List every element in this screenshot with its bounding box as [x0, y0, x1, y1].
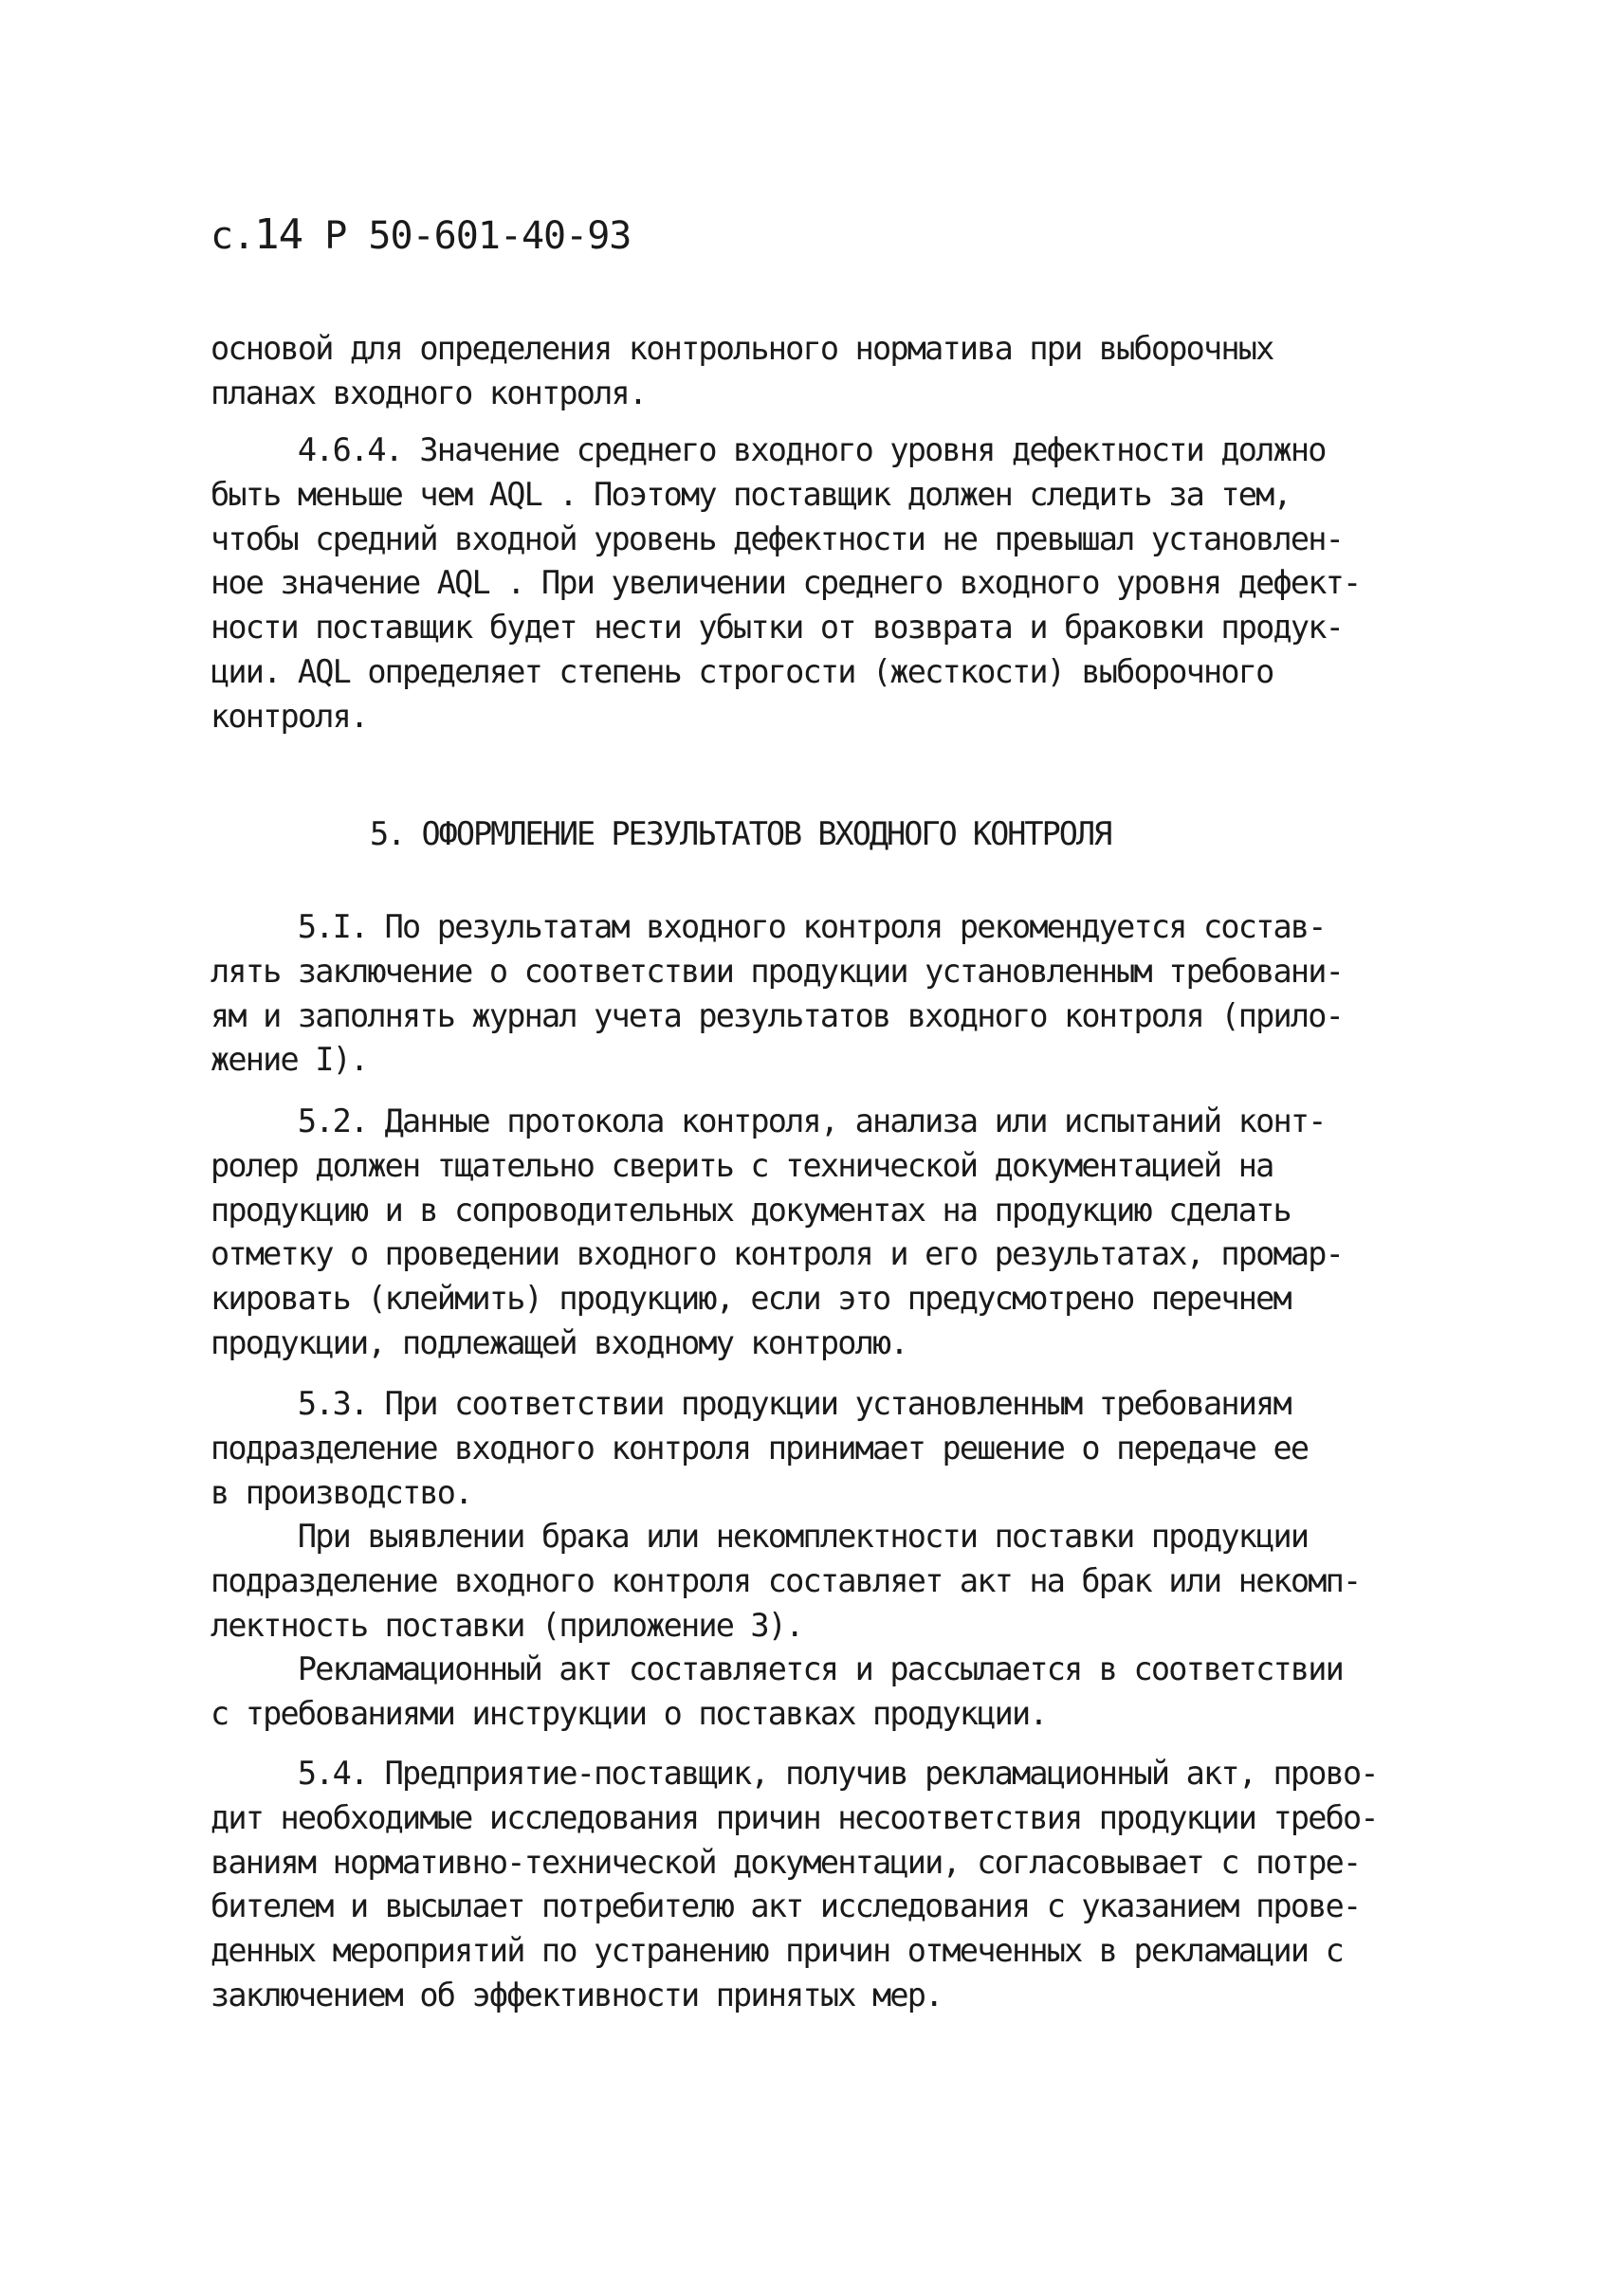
paragraph-5-2: [211, 1100, 1462, 1366]
text-line: отметку о проведении входного контроля и его результатах, промар-: [211, 1235, 1343, 1273]
page-prefix: с.: [211, 214, 255, 258]
text-line: контроля.: [211, 697, 368, 735]
text-line: кировать (клеймить) продукцию, если это предусмотрено перечнем: [211, 1280, 1291, 1318]
text-line: ролер должен тщательно сверить с технической документацией на: [211, 1146, 1273, 1184]
text-line: лектность поставки (приложение 3).: [211, 1606, 803, 1644]
text-line: При выявлении брака или некомплектности поставки продукции: [211, 1518, 1309, 1555]
text-line: подразделение входного контроля принимает решение о передаче ее: [211, 1429, 1309, 1467]
paragraph-5-1: [211, 905, 1462, 1083]
text-line: в производство.: [211, 1473, 472, 1511]
text-line: заключением об эффективности принятых мер.: [211, 1976, 943, 2014]
text-line: ное значение AQL . При увеличении среднего входного уровня дефект-: [211, 564, 1361, 602]
text-line: жение I).: [211, 1041, 368, 1079]
text-line: с требованиями инструкции о поставках продукции.: [211, 1694, 1047, 1732]
text-line: 5.4. Предприятие-поставщик, получив рекламационный акт, прово-: [211, 1755, 1378, 1792]
text-line: 4.6.4. Значение среднего входного уровня дефектности должно: [211, 431, 1326, 468]
section-title: 5. ОФОРМЛЕНИЕ РЕЗУЛЬТАТОВ ВХОДНОГО КОНТРОЛЯ: [370, 815, 1111, 852]
text-line: ности поставщик будет нести убытки от возврата и браковки продук-: [211, 609, 1343, 647]
text-line: продукции, подлежащей входному контролю.: [211, 1323, 907, 1361]
text-line: денных мероприятий по устранению причин отмеченных в рекламации с: [211, 1932, 1343, 1970]
text-line: продукцию и в сопроводительных документах на продукцию сделать: [211, 1191, 1291, 1229]
page-number: 14: [254, 210, 303, 259]
paragraph-5-3: [211, 1382, 1462, 1515]
document-code: Р 50-601-40-93: [302, 214, 632, 258]
text-line: 5.3. При соответствии продукции установленным требованиям: [211, 1385, 1291, 1422]
paragraph-reclamation: [211, 1648, 1462, 1737]
text-line: 5.I. По результатам входного контроля рекомендуется состав-: [211, 908, 1326, 945]
text-line: ям и заполнять журнал учета результатов входного контроля (прило-: [211, 996, 1343, 1034]
text-line: ваниям нормативно-технической документации, согласовывает с потре-: [211, 1843, 1361, 1881]
text-line: ции. AQL определяет степень строгости (жесткости) выборочного: [211, 652, 1273, 690]
text-line: подразделение входного контроля составляет акт на брак или некомп-: [211, 1561, 1361, 1599]
paragraph-5-4: [211, 1752, 1462, 2018]
text-line: планах входного контроля.: [211, 374, 647, 411]
text-line: быть меньше чем AQL . Поэтому поставщик должен следить за тем,: [211, 475, 1291, 513]
paragraph-4-6-4: [211, 428, 1462, 739]
text-line: бителем и высылает потребителю акт исследования с указанием прове-: [211, 1887, 1361, 1925]
text-line: дит необходимые исследования причин несоответствия продукции требо-: [211, 1798, 1378, 1836]
text-line: Рекламационный акт составляется и рассылается в соответствии: [211, 1650, 1343, 1687]
paragraph-defects: [211, 1515, 1462, 1648]
text-line: 5.2. Данные протокола контроля, анализа или испытаний конт-: [211, 1102, 1326, 1139]
text-line: чтобы средний входной уровень дефектности не превышал установлен-: [211, 519, 1343, 557]
page-header: [211, 210, 631, 259]
text-line: основой для определения контрольного норматива при выборочных: [211, 330, 1273, 367]
text-line: лять заключение о соответствии продукции установленным требовани-: [211, 952, 1343, 990]
paragraph-intro: [211, 327, 1462, 416]
